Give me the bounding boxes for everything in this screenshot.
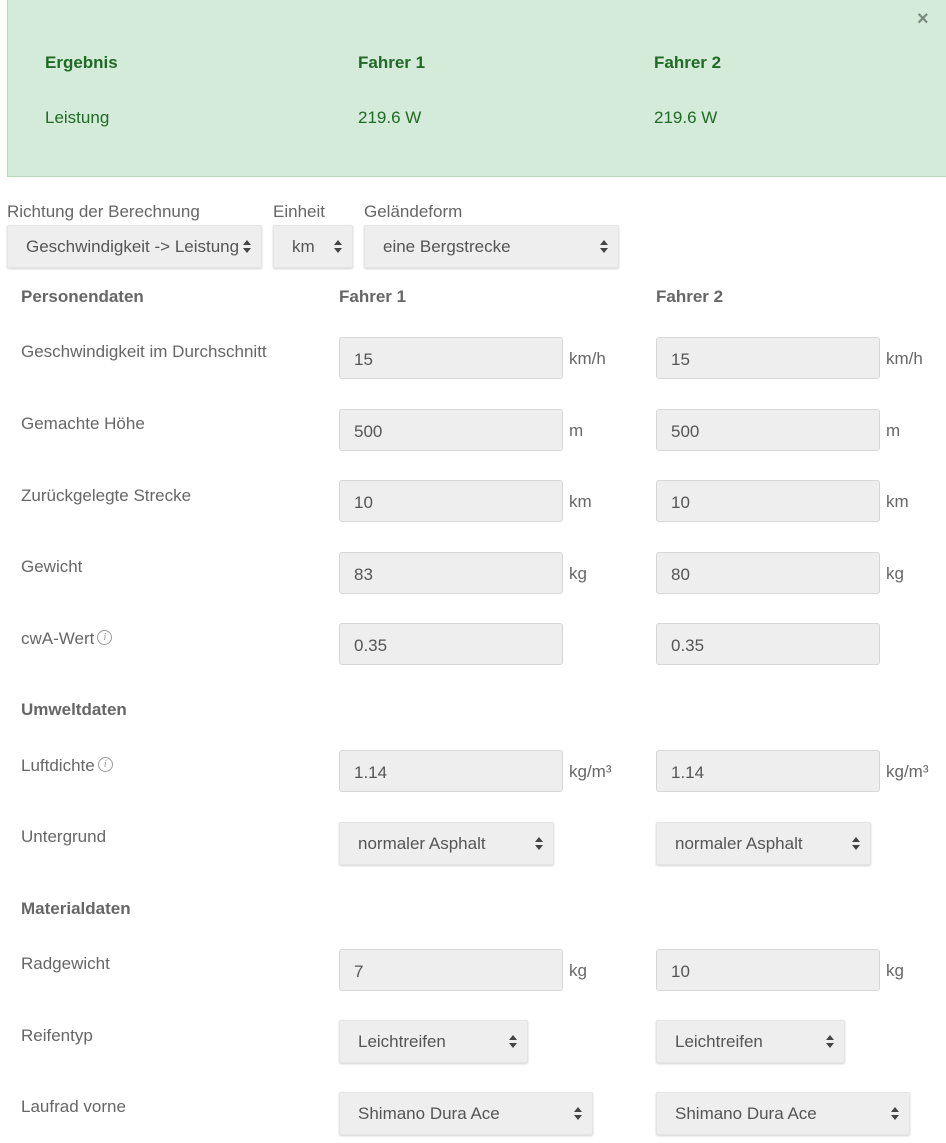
surface-select-rider1[interactable] <box>339 822 554 865</box>
cwa-input-rider2[interactable]: 0.35 <box>656 623 880 665</box>
select-arrows-icon <box>508 1033 518 1049</box>
unit-select[interactable] <box>273 225 353 268</box>
unit-select-value: km <box>292 237 315 256</box>
air-density-label: Luftdichte <box>21 756 95 775</box>
speed-unit-rider2: km/h <box>886 349 923 368</box>
front-wheel-select-rider1[interactable] <box>339 1092 593 1135</box>
weight-label: Gewicht <box>21 557 83 576</box>
air-density-label-row <box>21 756 113 776</box>
air-density-input-rider2[interactable]: 1.14 <box>656 750 880 792</box>
surface-label: Untergrund <box>21 827 107 846</box>
tire-type-select-rider1-value: Leichtreifen <box>358 1032 446 1051</box>
result-panel <box>7 0 946 177</box>
tire-type-select-rider2[interactable] <box>656 1020 845 1063</box>
weight-unit-rider2: kg <box>886 564 904 583</box>
weight-input-rider2[interactable]: 80 <box>656 552 880 594</box>
result-header-rider1: Fahrer 1 <box>358 53 426 72</box>
info-icon[interactable]: i <box>98 757 113 772</box>
wheel-weight-unit-rider2: kg <box>886 961 904 980</box>
cwa-label-row <box>21 629 112 649</box>
tire-type-select-rider1[interactable] <box>339 1020 528 1063</box>
direction-select[interactable] <box>7 225 262 268</box>
height-input-rider1[interactable]: 500 <box>339 409 563 451</box>
terrain-select-value: eine Bergstrecke <box>383 237 511 256</box>
result-rider1-value: 219.6 W <box>358 108 422 127</box>
front-wheel-select-rider1-value: Shimano Dura Ace <box>358 1104 500 1123</box>
result-header-ergebnis: Ergebnis <box>45 53 118 72</box>
tire-type-label: Reifentyp <box>21 1026 93 1045</box>
select-arrows-icon <box>534 835 544 851</box>
speed-input-rider2[interactable]: 15 <box>656 337 880 379</box>
direction-label: Richtung der Berechnung <box>7 202 200 221</box>
front-wheel-label: Laufrad vorne <box>21 1097 126 1116</box>
select-arrows-icon <box>573 1105 583 1121</box>
height-input-rider2[interactable]: 500 <box>656 409 880 451</box>
select-arrows-icon <box>599 238 609 254</box>
tire-type-select-rider2-value: Leichtreifen <box>675 1032 763 1051</box>
distance-input-rider1[interactable]: 10 <box>339 480 563 522</box>
speed-unit-rider1: km/h <box>569 349 606 368</box>
select-arrows-icon <box>851 835 861 851</box>
height-unit-rider2: m <box>886 421 901 440</box>
wheel-weight-unit-rider1: kg <box>569 961 587 980</box>
direction-select-value: Geschwindigkeit -> Leistung <box>26 237 240 256</box>
height-label: Gemachte Höhe <box>21 414 145 433</box>
select-arrows-icon <box>890 1105 900 1121</box>
distance-unit-rider2: km <box>886 492 909 511</box>
wheel-weight-input-rider2[interactable]: 10 <box>656 949 880 991</box>
front-wheel-select-rider2[interactable] <box>656 1092 910 1135</box>
section-person: Personendaten <box>21 287 144 306</box>
select-arrows-icon <box>333 238 343 254</box>
front-wheel-select-rider2-value: Shimano Dura Ace <box>675 1104 817 1123</box>
distance-input-rider2[interactable]: 10 <box>656 480 880 522</box>
wheel-weight-input-rider1[interactable]: 7 <box>339 949 563 991</box>
terrain-label: Geländeform <box>364 202 463 221</box>
section-material: Materialdaten <box>21 899 131 918</box>
select-arrows-icon <box>825 1033 835 1049</box>
weight-input-rider1[interactable]: 83 <box>339 552 563 594</box>
air-density-unit-rider2: kg/m³ <box>886 762 929 781</box>
speed-input-rider1[interactable]: 15 <box>339 337 563 379</box>
weight-unit-rider1: kg <box>569 564 587 583</box>
distance-unit-rider1: km <box>569 492 592 511</box>
select-arrows-icon <box>242 238 252 254</box>
unit-label: Einheit <box>273 202 325 221</box>
result-rider2-value: 219.6 W <box>654 108 718 127</box>
terrain-select[interactable] <box>364 225 619 268</box>
cwa-input-rider1[interactable]: 0.35 <box>339 623 563 665</box>
result-row-label: Leistung <box>45 108 110 127</box>
surface-select-rider2-value: normaler Asphalt <box>675 834 803 853</box>
height-unit-rider1: m <box>569 421 584 440</box>
column-rider1: Fahrer 1 <box>339 287 407 306</box>
surface-select-rider2[interactable] <box>656 822 871 865</box>
air-density-unit-rider1: kg/m³ <box>569 762 612 781</box>
result-header-rider2: Fahrer 2 <box>654 53 722 72</box>
speed-label: Geschwindigkeit im Durchschnitt <box>21 342 267 361</box>
column-rider2: Fahrer 2 <box>656 287 724 306</box>
wheel-weight-label: Radgewicht <box>21 954 110 973</box>
close-icon[interactable]: × <box>917 8 929 30</box>
distance-label: Zurückgelegte Strecke <box>21 486 192 505</box>
surface-select-rider1-value: normaler Asphalt <box>358 834 486 853</box>
section-environment: Umweltdaten <box>21 700 127 719</box>
info-icon[interactable]: i <box>97 630 112 645</box>
cwa-label: cwA-Wert <box>21 629 95 648</box>
air-density-input-rider1[interactable]: 1.14 <box>339 750 563 792</box>
